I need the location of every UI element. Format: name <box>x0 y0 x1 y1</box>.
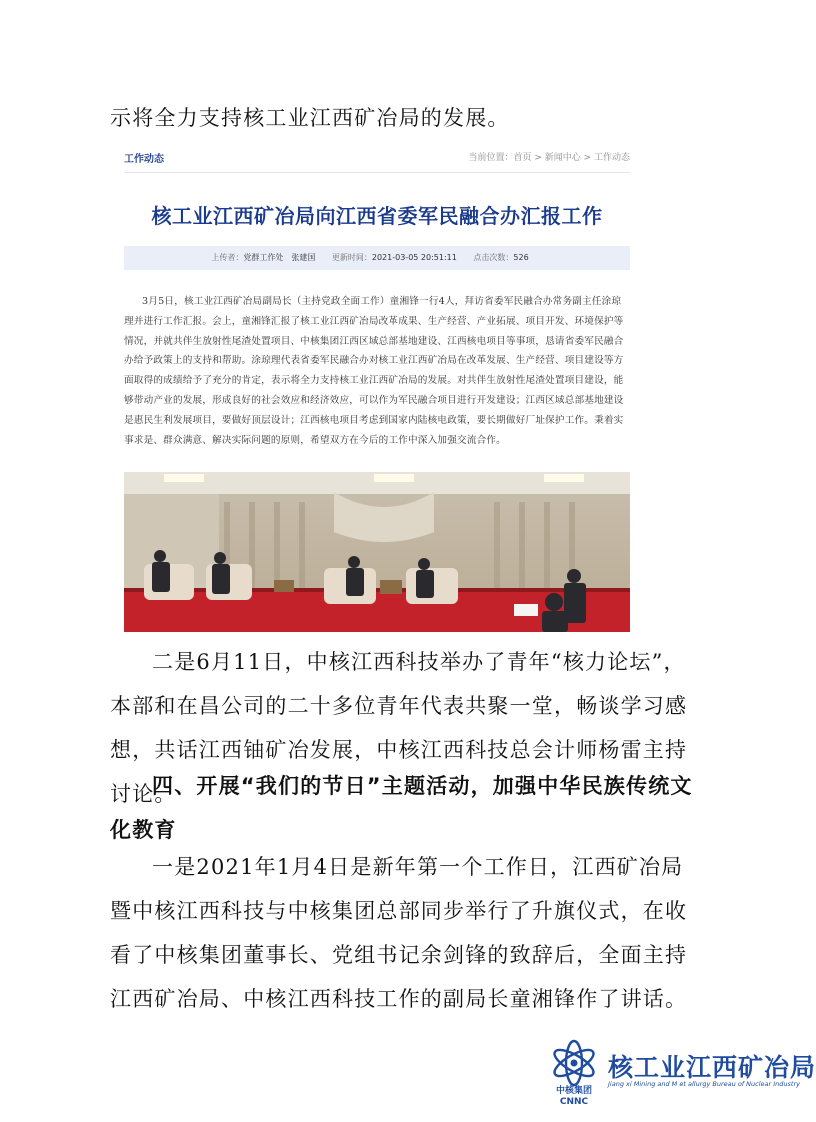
section-heading-four: 四、开展“我们的节日”主题活动，加强中华民族传统文化教育 <box>110 774 693 842</box>
paragraph-flag: 一是2021年1月4日是新年第一个工作日，江西矿冶局暨中核江西科技与中核集团总部同步举行了升旗仪式，在收看了中核集团董事长、党组书记余剑锋的致辞后，全面主持江西矿冶局、中核江西科技工作的副局长童湘锋作了讲话。 <box>110 855 688 1011</box>
embedded-news-screenshot <box>124 142 630 632</box>
group-en: CNNC <box>559 1097 589 1107</box>
clicks-label: 点击次数： <box>473 253 514 262</box>
meeting-photo-illustration <box>124 472 630 632</box>
news-meta-bar <box>124 246 630 270</box>
org-name-en: Jiang xi Mining and M et allurgy Bureau of Nuclear Industry <box>608 1080 800 1088</box>
paragraph-forum: 二是6月11日，中核江西科技举办了青年“核力论坛”，本部和在昌公司的二十多位青年代表共聚一堂，畅谈学习感想，共话江西铀矿冶发展，中核江西科技总会计师杨雷主持讨论。 <box>110 650 688 806</box>
uploader-value: 党群工作处 张建国 <box>243 253 316 262</box>
paragraph-top: 示将全力支持核工业江西矿冶局的发展。 <box>110 106 510 130</box>
breadcrumb: 当前位置：首页 > 新闻中心 > 工作动态 <box>468 153 630 163</box>
time-label: 更新时间： <box>331 253 372 262</box>
organization-logo <box>548 1040 816 1110</box>
clicks-value: 526 <box>513 253 529 262</box>
news-title: 核工业江西矿冶局向江西省委军民融合办汇报工作 <box>151 204 603 228</box>
time-value: 2021-03-05 20:51:11 <box>371 253 457 262</box>
org-name-cn: 核工业江西矿冶局 <box>608 1053 816 1082</box>
meeting-photo <box>124 472 630 632</box>
cnnc-atom-icon <box>548 1040 600 1086</box>
news-body: 3月5日，核工业江西矿冶局副局长（主持党政全面工作）童湘锋一行4人，拜访省委军民融合办常务副主任涂琼理并进行工作汇报。会上，童湘锋汇报了核工业江西矿冶局改革成果、生产经营、产业拓展、项目开发、环境保护等情况，并就共伴生放射性尾渣处置项目、中核集团江西区域总部基地建设、江西核电项目等事项，恳请省委军民融合办给予政策上的支持和帮助。涂琼理代表省委军民融合办对核工业江西矿冶局在改革发展、生产经营、项目建设等方面取得的成绩给予了充分的肯定，表示将全力支持核工业江西矿冶局的发展。对共伴生放射性尾渣处置项目建设，能够带动产业的发展，形成良好的社会效应和经济效应，可以作为军民融合项目进行开发建设；江西区域总部基地建设是惠民生利发展项目，要做好顶层设计；江西核电项目考虑到国家内陆核电政策，要长期做好厂址保护工作。秉着实事求是、群众满意、解决实际问题的原则，希望双方在今后的工作中深入加强交流合作。 <box>124 296 624 446</box>
news-header <box>124 142 630 173</box>
news-section-label: 工作动态 <box>124 154 164 165</box>
uploader-label: 上传者： <box>211 253 244 262</box>
cnnc-label <box>548 1086 600 1108</box>
group-cn: 中核集团 <box>555 1086 592 1096</box>
